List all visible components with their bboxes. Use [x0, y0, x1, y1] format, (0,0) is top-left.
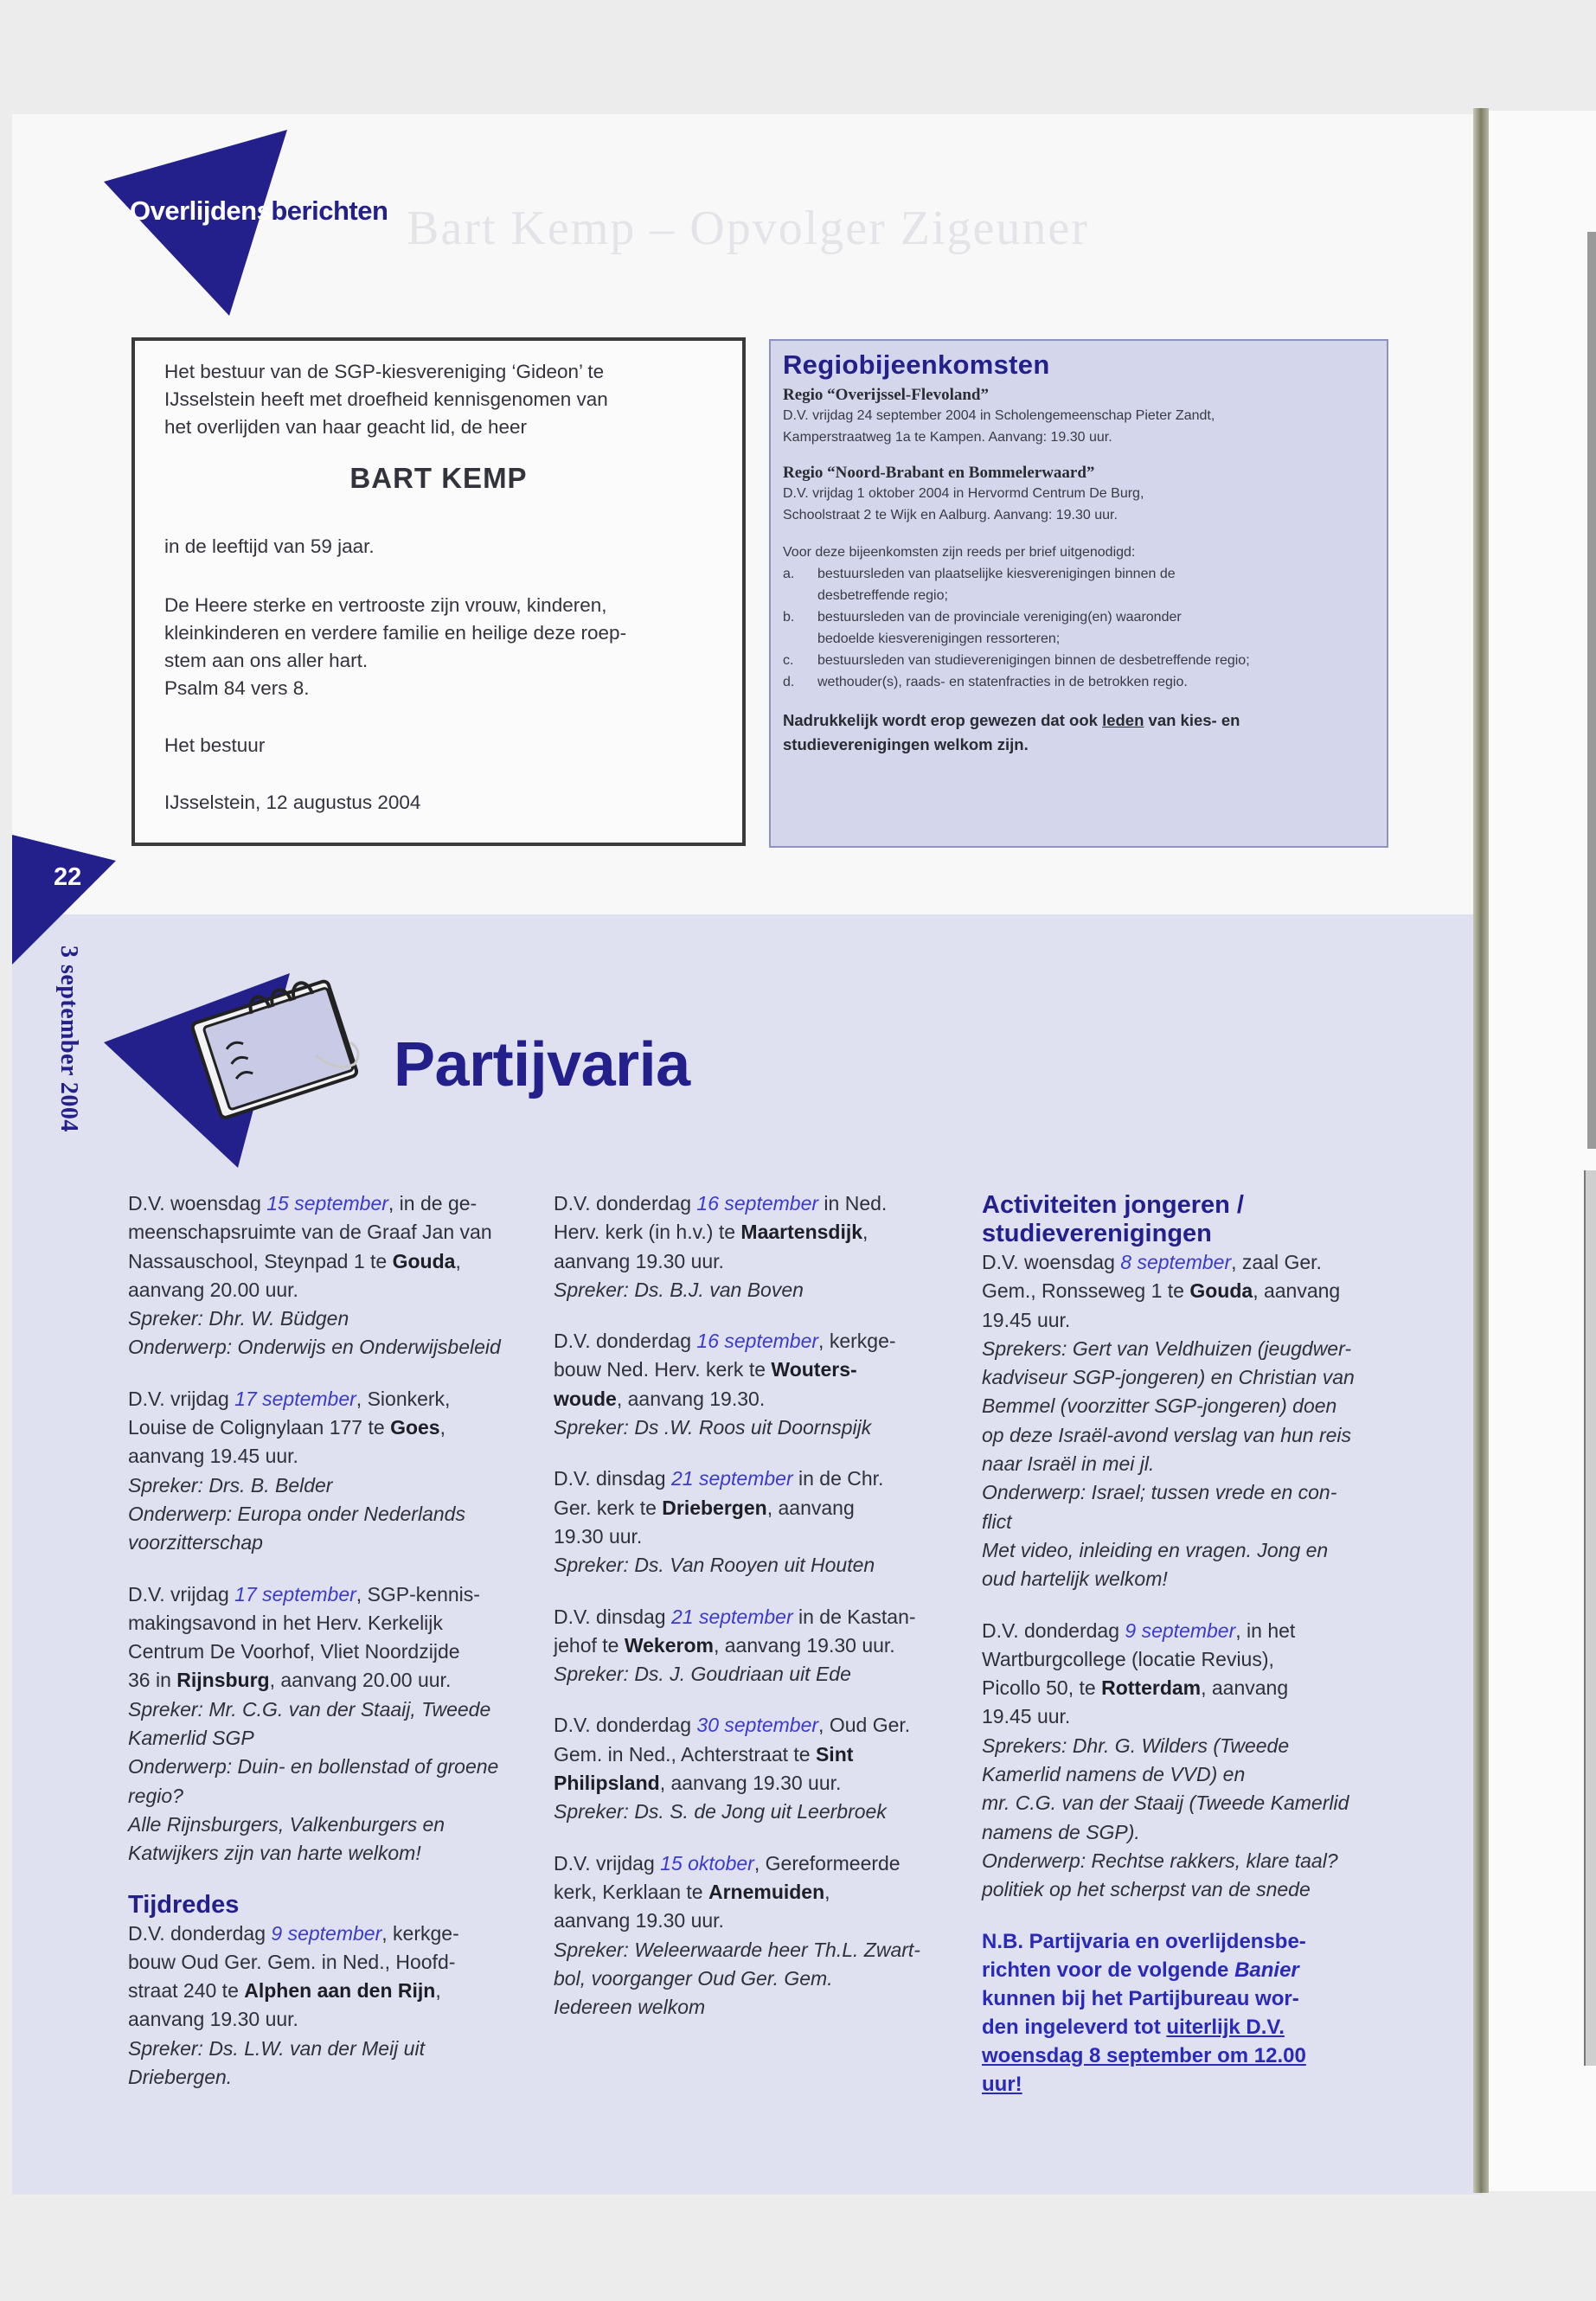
text-span: namens de SGP).: [982, 1820, 1140, 1843]
obituary-place-date: IJsselstein, 12 augustus 2004: [164, 792, 421, 813]
text-line: [554, 1276, 965, 1304]
text-line: [982, 1875, 1397, 1904]
text-span: Rotterdam: [1101, 1676, 1202, 1700]
text-span: 19.30 uur.: [554, 1524, 643, 1548]
adjacent-photo-frame: [1584, 1170, 1596, 2066]
list-item: [783, 563, 1375, 606]
list-text: bestuursleden van plaatselijke kiesverenigingen binnen de: [817, 567, 1176, 581]
text-span: , in het: [1235, 1618, 1296, 1642]
text-span: kerk, Kerklaan te: [554, 1880, 708, 1903]
event-entry: [128, 1189, 535, 1362]
text-span: meenschapsruimte van de Graaf Jan van: [128, 1221, 492, 1244]
text-line: [554, 1769, 965, 1798]
text-span: Rijnsburg: [176, 1669, 270, 1692]
text-line: [982, 2070, 1397, 2099]
text-span: Spreker: Weleerwaarde heer Th.L. Zwart-: [554, 1938, 920, 1961]
list-text: bestuursleden van studieverenigingen binnen de desbetreffende regio;: [817, 653, 1250, 668]
text-span: bouw Oud Ger. Gem. in Ned., Hoofd-: [128, 1950, 456, 1973]
text-span: 17 september: [234, 1582, 356, 1606]
text-line: [554, 1631, 965, 1660]
regio-1-line: D.V. vrijdag 24 september 2004 in Scholengemeenschap Pieter Zandt,: [783, 408, 1215, 423]
text-line: [982, 2041, 1397, 2070]
text-line: [982, 1732, 1397, 1760]
text-span: 36 in: [128, 1669, 177, 1692]
text-line: [128, 1977, 535, 2005]
text-line: [982, 1789, 1397, 1817]
text-span: , aanvang 20.00 uur.: [269, 1669, 452, 1692]
note-text: Nadrukkelijk wordt erop gewezen dat ook: [783, 711, 1103, 729]
jongeren-heading: [982, 1191, 1397, 1248]
text-span: Spreker: Ds. S. de Jong uit Leerbroek: [554, 1800, 887, 1823]
list-item: [783, 606, 1375, 650]
text-span: Gouda: [1189, 1279, 1253, 1303]
text-line: [982, 1617, 1397, 1645]
event-entry: [128, 1920, 535, 2093]
text-line: [982, 1760, 1397, 1789]
notebook-icon: [104, 973, 398, 1168]
text-span: 30 september: [696, 1714, 819, 1737]
text-span: jehof te: [554, 1633, 625, 1657]
regio-2-line: D.V. vrijdag 1 oktober 2004 in Hervormd Centrum De Burg,: [783, 486, 1144, 501]
list-text: bestuursleden van de provinciale vereniging(en) waaronder: [817, 610, 1182, 625]
regio-title: Regiobijeenkomsten: [783, 349, 1050, 380]
text-span: D.V. donderdag: [554, 1192, 697, 1215]
adjacent-photo-strip: [1587, 232, 1596, 1149]
text-span: ,: [439, 1416, 445, 1439]
text-span: Wouters-: [771, 1358, 857, 1381]
text-line: [554, 1385, 965, 1413]
text-span: richten voor de volgende: [982, 1958, 1235, 1982]
text-line: [982, 1847, 1397, 1875]
text-line: [554, 1189, 965, 1218]
text-span: uiterlijk D.V.: [1166, 2015, 1285, 2039]
text-span: aanvang 20.00 uur.: [128, 1278, 298, 1301]
text-span: Spreker: Dhr. W. Büdgen: [128, 1307, 349, 1330]
obituary-signature: Het bestuur: [164, 734, 266, 756]
text-line: [554, 1603, 965, 1631]
text-span: oud hartelijk welkom!: [982, 1567, 1168, 1591]
text-line: [128, 1580, 535, 1609]
adjacent-page-edge: [1489, 111, 1596, 2191]
text-span: Spreker: Mr. C.G. van der Staaij, Tweede: [128, 1697, 491, 1721]
text-span: Spreker: Ds. J. Goudriaan uit Ede: [554, 1663, 851, 1686]
text-span: Nassauschool, Steynpad 1 te: [128, 1249, 393, 1272]
text-span: D.V. donderdag: [554, 1714, 697, 1737]
text-span: 16 september: [696, 1192, 819, 1215]
text-span: makingsavond in het Herv. Kerkelijk: [128, 1611, 443, 1634]
text-line: [554, 1965, 965, 1993]
text-span: Ger. kerk te: [554, 1496, 663, 1519]
list-letter: d.: [783, 675, 795, 689]
list-letter: b.: [783, 610, 795, 625]
text-line: [554, 1413, 965, 1442]
text-line: [982, 1536, 1397, 1565]
text-line: [128, 1695, 535, 1724]
section-title-part-white: Overlijdens: [130, 195, 272, 226]
event-entry: [982, 1617, 1397, 1905]
text-line: [982, 1956, 1397, 1984]
text-span: Kamerlid SGP: [128, 1727, 254, 1750]
text-span: 16 september: [696, 1330, 819, 1353]
deadline-note: [982, 1927, 1397, 2099]
text-span: flict: [982, 1509, 1012, 1533]
text-line: [554, 1849, 965, 1878]
text-span: , Sionkerk,: [356, 1387, 451, 1410]
text-line: [128, 2063, 535, 2092]
column-2: [554, 1189, 965, 2044]
text-span: 17 september: [234, 1387, 356, 1410]
note-underlined: leden: [1102, 711, 1144, 729]
text-span: Alphen aan den Rijn: [244, 1979, 436, 2003]
event-entry: [554, 1189, 965, 1304]
list-item: [783, 671, 1375, 693]
text-span: D.V. woensdag: [128, 1192, 267, 1215]
text-span: kadviseur SGP-jongeren) en Christian van: [982, 1366, 1355, 1389]
list-text: desbetreffende regio;: [817, 588, 948, 603]
text-line: [982, 1363, 1397, 1392]
text-span: ,: [862, 1221, 869, 1244]
text-span: Maartensdijk: [740, 1221, 863, 1244]
event-entry: [128, 1580, 535, 1868]
text-line: [128, 1500, 535, 1529]
text-span: Spreker: Ds. L.W. van der Meij uit: [128, 2036, 425, 2060]
text-span: 8 september: [1120, 1251, 1232, 1273]
text-span: Sint: [815, 1742, 854, 1766]
text-span: in Ned.: [818, 1192, 888, 1215]
text-span: , SGP-kennis-: [356, 1582, 480, 1606]
text-span: Katwijkers zijn van harte welkom!: [128, 1842, 421, 1865]
text-line: [982, 1674, 1397, 1702]
regio-2-line: Schoolstraat 2 te Wijk en Aalburg. Aanvang: 19.30 uur.: [783, 508, 1118, 522]
text-line: [982, 1335, 1397, 1363]
text-line: [982, 1392, 1397, 1420]
obituary-line: De Heere sterke en vertrooste zijn vrouw, kinderen,: [164, 594, 607, 616]
text-line: [982, 1248, 1397, 1277]
text-span: Spreker: Ds .W. Roos uit Doornspijk: [554, 1416, 872, 1439]
text-span: 19.45 uur.: [982, 1705, 1071, 1728]
text-span: aanvang 19.30 uur.: [128, 2008, 298, 2031]
text-span: Driebergen.: [128, 2066, 233, 2089]
text-span: D.V. donderdag: [554, 1330, 697, 1353]
text-span: Philipsland: [554, 1772, 660, 1795]
regio-1-line: Kamperstraatweg 1a te Kampen. Aanvang: 19.30 uur.: [783, 430, 1112, 445]
text-span: Picollo 50, te: [982, 1676, 1102, 1700]
text-line: [128, 1920, 535, 1948]
event-entry: [554, 1327, 965, 1442]
text-span: D.V. vrijdag: [554, 1851, 661, 1875]
list-item: [783, 650, 1375, 671]
text-span: Wartburgcollege (locatie Revius),: [982, 1647, 1274, 1670]
text-span: studieverenigingen: [982, 1220, 1212, 1247]
text-span: 15 september: [266, 1192, 388, 1215]
text-span: D.V. dinsdag: [554, 1467, 671, 1490]
text-line: [982, 1450, 1397, 1478]
text-span: woensdag 8 september om 12.00: [982, 2043, 1306, 2067]
text-span: Onderwerp: Europa onder Nederlands: [128, 1502, 465, 1525]
text-span: , aanvang 19.30 uur.: [713, 1633, 895, 1657]
text-span: D.V. dinsdag: [554, 1605, 671, 1628]
text-span: 15 oktober: [660, 1851, 754, 1875]
event-entry: [128, 1385, 535, 1558]
text-span: Wekerom: [624, 1633, 714, 1657]
regio-note-2: studieverenigingen welkom zijn.: [783, 735, 1029, 753]
text-span: , kerkge-: [381, 1921, 459, 1945]
list-text: bedoelde kiesverenigingen ressorteren;: [817, 631, 1061, 646]
text-span: Arnemuiden: [708, 1880, 825, 1903]
text-span: in de Kastan-: [792, 1605, 916, 1628]
text-line: [554, 1993, 965, 2022]
obituary-age: in de leeftijd van 59 jaar.: [164, 535, 375, 557]
list-letter: c.: [783, 653, 794, 668]
text-span: Sprekers: Gert van Veldhuizen (jeugdwer-: [982, 1336, 1351, 1360]
text-span: Bemmel (voorzitter SGP-jongeren) doen: [982, 1394, 1337, 1418]
text-span: Gem., Ronsseweg 1 te: [982, 1279, 1190, 1303]
text-span: Iedereen welkom: [554, 1996, 706, 2019]
text-span: Spreker: Drs. B. Belder: [128, 1473, 333, 1497]
text-line: [128, 1839, 535, 1868]
text-line: [982, 1818, 1397, 1847]
text-span: den ingeleverd tot: [982, 2015, 1167, 2039]
text-line: [982, 1421, 1397, 1450]
deceased-name: BART KEMP: [349, 462, 528, 494]
text-span: , aanvang: [766, 1496, 855, 1519]
text-span: Gouda: [392, 1249, 456, 1272]
text-line: [128, 1385, 535, 1413]
text-line: [554, 1218, 965, 1247]
text-line: [554, 1660, 965, 1689]
text-span: Driebergen: [662, 1496, 767, 1519]
text-span: Sprekers: Dhr. G. Wilders (Tweede: [982, 1734, 1290, 1757]
tijdredes-heading: Tijdredes: [128, 1890, 240, 1919]
obituary-line: Het bestuur van de SGP-kiesvereniging ‘Gideon’ te: [164, 361, 605, 382]
text-span: aanvang 19.45 uur.: [128, 1445, 298, 1468]
text-line: [554, 1878, 965, 1907]
text-span: bol, voorganger Oud Ger. Gem.: [554, 1966, 833, 1990]
text-span: D.V. woensdag: [982, 1251, 1121, 1273]
text-line: [128, 1333, 535, 1362]
text-span: , aanvang: [1201, 1676, 1289, 1700]
text-span: Spreker: Ds. B.J. van Boven: [554, 1278, 804, 1301]
text-line: [554, 1465, 965, 1493]
text-span: woude: [554, 1387, 617, 1410]
text-span: kunnen bij het Partijbureau wor-: [982, 1986, 1299, 2010]
obituary-line: stem aan ons aller hart.: [164, 650, 369, 671]
text-span: in de Chr.: [792, 1467, 884, 1490]
text-span: 19.45 uur.: [982, 1308, 1071, 1331]
text-line: [554, 1551, 965, 1580]
text-span: , in de ge-: [388, 1192, 478, 1215]
text-span: 9 september: [1125, 1618, 1236, 1642]
regio-1-title: Regio “Overijssel-Flevoland”: [783, 386, 989, 404]
text-line: [554, 1740, 965, 1769]
text-span: 21 september: [670, 1467, 793, 1490]
text-span: D.V. donderdag: [982, 1618, 1125, 1642]
note-text: van kies- en: [1144, 711, 1240, 729]
issue-date: 3 september 2004: [55, 945, 82, 1132]
text-span: op deze Israël-avond verslag van hun reis: [982, 1423, 1352, 1446]
text-line: [128, 1413, 535, 1442]
text-span: Spreker: Ds. Van Rooyen uit Houten: [554, 1554, 875, 1577]
text-span: Louise de Colignylaan 177 te: [128, 1416, 391, 1439]
event-entry: [554, 1711, 965, 1826]
text-span: Goes: [390, 1416, 440, 1439]
obituary-line: het overlijden van haar geacht lid, de heer: [164, 416, 528, 438]
text-line: [128, 1247, 535, 1276]
text-span: Onderwerp: Duin- en bollenstad of groene: [128, 1755, 499, 1779]
ghost-heading: Bart Kemp – Opvolger Zigeuner: [407, 202, 1089, 255]
issue-date-vertical: [52, 945, 87, 1202]
text-span: , aanvang 19.30 uur.: [659, 1772, 842, 1795]
event-entry: [554, 1465, 965, 1580]
text-line: [982, 1478, 1397, 1507]
text-span: aanvang 19.30 uur.: [554, 1249, 724, 1272]
invitee-list: [783, 563, 1375, 693]
text-line: [128, 1529, 535, 1557]
text-line: [128, 1189, 535, 1218]
obituary-intro: [164, 358, 718, 441]
text-line: [554, 1327, 965, 1356]
text-span: mr. C.G. van der Staaij (Tweede Kamerlid: [982, 1791, 1349, 1815]
text-line: [982, 1565, 1397, 1593]
obituary-line: kleinkinderen en verdere familie en heilige deze roep-: [164, 622, 627, 644]
text-line: [982, 2013, 1397, 2041]
column-1: [128, 1189, 535, 2114]
text-span: D.V. vrijdag: [128, 1582, 235, 1606]
text-span: , zaal Ger.: [1231, 1251, 1322, 1273]
text-span: bouw Ned. Herv. kerk te: [554, 1358, 772, 1381]
text-line: [128, 1782, 535, 1811]
text-line: [128, 1666, 535, 1695]
text-span: straat 240 te: [128, 1979, 245, 2003]
obituary-line: IJsselstein heeft met droefheid kennisgenomen van: [164, 388, 608, 410]
text-span: , Oud Ger.: [818, 1714, 911, 1737]
text-line: [128, 1753, 535, 1781]
partijvaria-title: Partijvaria: [394, 1030, 690, 1099]
text-span: , aanvang: [1253, 1279, 1341, 1303]
text-span: Herv. kerk (in h.v.) te: [554, 1221, 741, 1244]
section-title-overlijdensberichten: [130, 195, 388, 227]
text-line: [554, 1936, 965, 1965]
page-number: 22: [54, 863, 82, 891]
text-span: 21 september: [670, 1605, 793, 1628]
text-line: [554, 1356, 965, 1384]
text-span: Kamerlid namens de VVD) en: [982, 1763, 1246, 1786]
regio-box: [769, 339, 1388, 848]
text-span: Centrum De Voorhof, Vliet Noordzijde: [128, 1640, 460, 1663]
event-entry: [982, 1248, 1397, 1594]
event-entry: [554, 1603, 965, 1689]
regio-note: [783, 708, 1375, 733]
text-span: Banier: [1234, 1958, 1299, 1982]
text-span: , aanvang 19.30.: [616, 1387, 766, 1410]
text-line: [128, 1304, 535, 1333]
text-line: [554, 1711, 965, 1740]
text-line: [982, 1508, 1397, 1536]
text-span: regio?: [128, 1784, 183, 1807]
text-span: voorzitterschap: [128, 1531, 263, 1554]
text-line: [128, 2035, 535, 2063]
text-span: Onderwerp: Israel; tussen vrede en con-: [982, 1481, 1337, 1504]
text-span: Alle Rijnsburgers, Valkenburgers en: [128, 1812, 445, 1836]
text-span: Activiteiten jongeren /: [982, 1191, 1244, 1219]
text-span: Onderwerp: Rechtse rakkers, klare taal?: [982, 1849, 1338, 1872]
regio-intro: Voor deze bijeenkomsten zijn reeds per brief uitgenodigd:: [783, 545, 1136, 560]
regio-2-title: Regio “Noord-Brabant en Bommelerwaard”: [783, 464, 1095, 482]
text-span: 9 september: [271, 1921, 382, 1945]
text-line: [128, 1471, 535, 1500]
text-span: , kerkge-: [818, 1330, 896, 1353]
obituary-line: Psalm 84 vers 8.: [164, 677, 310, 699]
text-span: ,: [435, 1979, 441, 2003]
text-span: uur!: [982, 2072, 1022, 2096]
text-span: Onderwerp: Onderwijs en Onderwijsbeleid: [128, 1336, 501, 1359]
text-span: N.B. Partijvaria en overlijdensbe-: [982, 1929, 1306, 1953]
text-span: politiek op het scherpst van de snede: [982, 1878, 1311, 1901]
text-span: Gem. in Ned., Achterstraat te: [554, 1742, 816, 1766]
list-text: wethouder(s), raads- en statenfracties in de betrokken regio.: [817, 675, 1188, 689]
text-span: Met video, inleiding en vragen. Jong en: [982, 1538, 1329, 1561]
column-3: [982, 1191, 1397, 2099]
list-letter: a.: [783, 567, 795, 581]
text-span: ,: [824, 1880, 830, 1903]
event-entry: [554, 1849, 965, 2022]
text-span: aanvang 19.30 uur.: [554, 1909, 724, 1932]
text-line: [128, 1811, 535, 1839]
text-line: [554, 1798, 965, 1826]
section-title-part-blue: berichten: [271, 195, 388, 226]
text-line: [128, 1724, 535, 1753]
obituary-box: [131, 337, 746, 846]
page-spine: [1473, 108, 1489, 2193]
text-line: [554, 1494, 965, 1522]
text-span: , Gereformeerde: [753, 1851, 901, 1875]
text-span: naar Israël in mei jl.: [982, 1452, 1155, 1476]
text-line: [982, 1277, 1397, 1305]
text-span: ,: [455, 1249, 461, 1272]
text-span: D.V. vrijdag: [128, 1387, 235, 1410]
text-span: D.V. donderdag: [128, 1921, 272, 1945]
obituary-condolence: [164, 592, 718, 702]
